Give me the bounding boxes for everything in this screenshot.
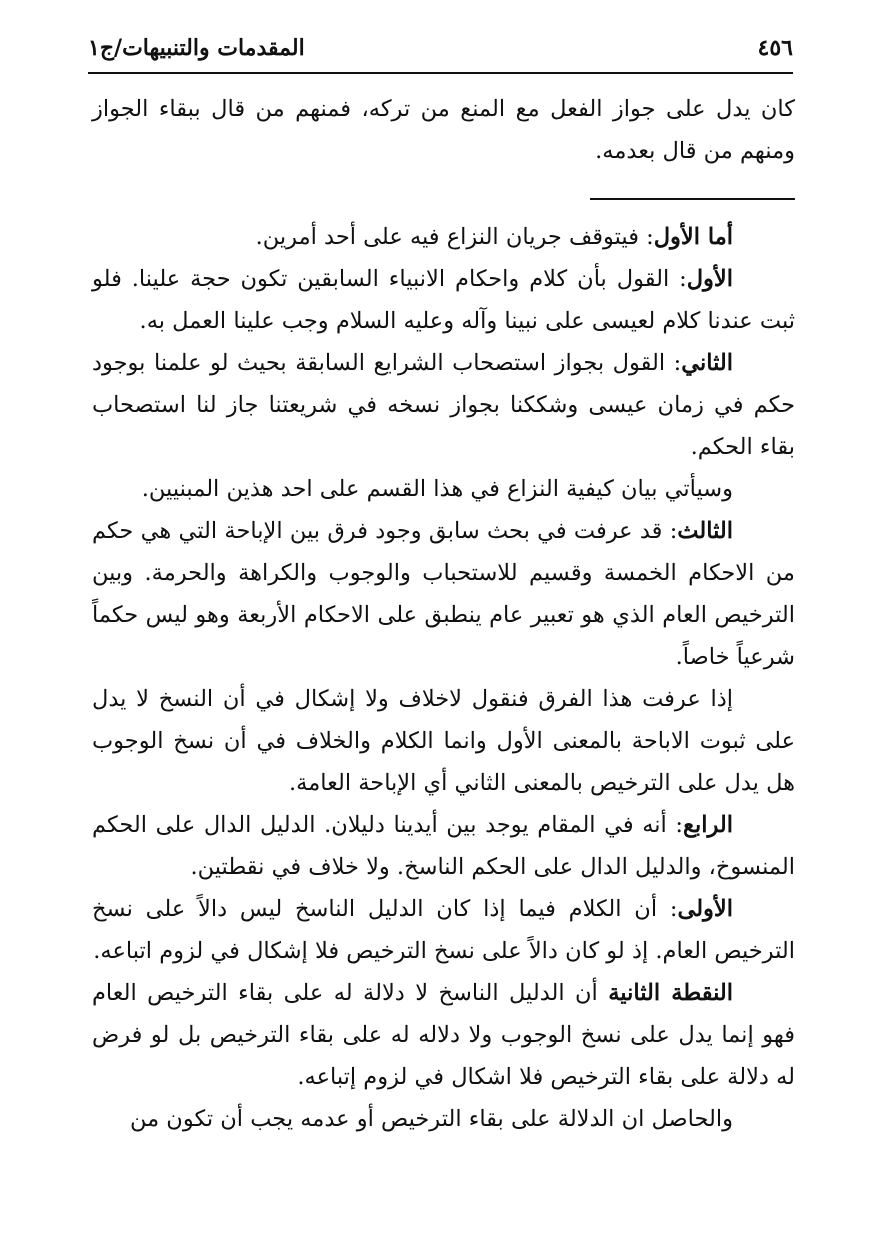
paragraph-label: الثالث: [677, 518, 733, 544]
paragraph-text: أن الدليل الناسخ لا دلالة له على بقاء الترخيص العام فهو إنما يدل على نسخ الوجوب ولا دلاله له على بقاء الترخيص بل لو فرض له دلالة على بقاء الترخيص فلا اشكال في لزوم إتباعه.: [92, 980, 795, 1090]
footnote-paragraph: [92, 468, 795, 510]
footnote-paragraph: [92, 972, 795, 1098]
paragraph-text: إذا عرفت هذا الفرق فنقول لاخلاف ولا إشكال في أن النسخ لا يدل على ثبوت الاباحة بالمعنى الأول وانما الكلام والخلاف في أن نسخ الوجوب هل يدل على الترخيص بالمعنى الثاني أي الإباحة العامة.: [92, 686, 795, 796]
page-body: [92, 88, 795, 1140]
footnote-paragraph: [92, 258, 795, 342]
footnote-paragraph: [92, 888, 795, 972]
footnote-separator: [590, 198, 795, 200]
paragraph-text: : القول بجواز استصحاب الشرايع السابقة بحيث لو علمنا بوجود حكم في زمان عيسى وشككنا بجواز نسخه في شريعتنا جاز لنا استصحاب بقاء الحكم.: [92, 350, 795, 460]
paragraph-text: : فيتوقف جريان النزاع فيه على أحد أمرين.: [255, 224, 654, 250]
footnote-paragraph: [92, 1098, 795, 1140]
page-number: ٤٥٦: [757, 35, 793, 61]
main-text: [92, 88, 795, 172]
paragraph-label: النقطة الثانية: [608, 980, 733, 1006]
page-header: [88, 28, 793, 68]
footnote-paragraph: [92, 804, 795, 888]
paragraph-label: أما الأول: [653, 224, 733, 250]
paragraph-text: : أنه في المقام يوجد بين أيدينا دليلان. الدليل الدال على الحكم المنسوخ، والدليل الدال على الحكم الناسخ. ولا خلاف في نقطتين.: [92, 812, 795, 880]
paragraph-text: : قد عرفت في بحث سابق وجود فرق بين الإباحة التي هي حكم من الاحكام الخمسة وقسيم للاستحباب والوجوب والكراهة والحرمة. وبين الترخيص العام الذي هو تعبير عام ينطبق على الاحكام الأربعة وهو ليس حكماً شرعياً خاصاً.: [92, 518, 795, 670]
main-line-2: الجواز ومنهم من قال بعدمه.: [92, 96, 795, 164]
paragraph-text: والحاصل ان الدلالة على بقاء الترخيص أو عدمه يجب أن تكون من: [129, 1106, 733, 1132]
paragraph-text: : القول بأن كلام واحكام الانبياء السابقين تكون حجة علينا. فلو ثبت عندنا كلام لعيسى على نبينا وآله وعليه السلام وجب علينا العمل به.: [92, 266, 795, 334]
paragraph-label: الرابع: [682, 812, 733, 838]
footnote-paragraph: [92, 216, 795, 258]
footnote-paragraph: [92, 678, 795, 804]
footnote-paragraph: [92, 510, 795, 678]
paragraph-text: : أن الكلام فيما إذا كان الدليل الناسخ ليس دالاً على نسخ الترخيص العام. إذ لو كان دالاً على نسخ الترخيص فلا إشكال في لزوم اتباعه.: [92, 896, 795, 964]
paragraph-label: الأول: [686, 266, 733, 292]
footnote-paragraph: [92, 342, 795, 468]
header-rule: [88, 72, 793, 74]
paragraph-label: الأولى: [677, 896, 733, 922]
main-line-1: كان يدل على جواز الفعل مع المنع من تركه، فمنهم من قال ببقاء: [158, 96, 796, 122]
paragraph-label: الثاني: [681, 350, 733, 376]
running-title: المقدمات والتنبيهات/ج١: [88, 35, 305, 61]
paragraph-text: وسيأتي بيان كيفية النزاع في هذا القسم على احد هذين المبنيين.: [141, 476, 733, 502]
